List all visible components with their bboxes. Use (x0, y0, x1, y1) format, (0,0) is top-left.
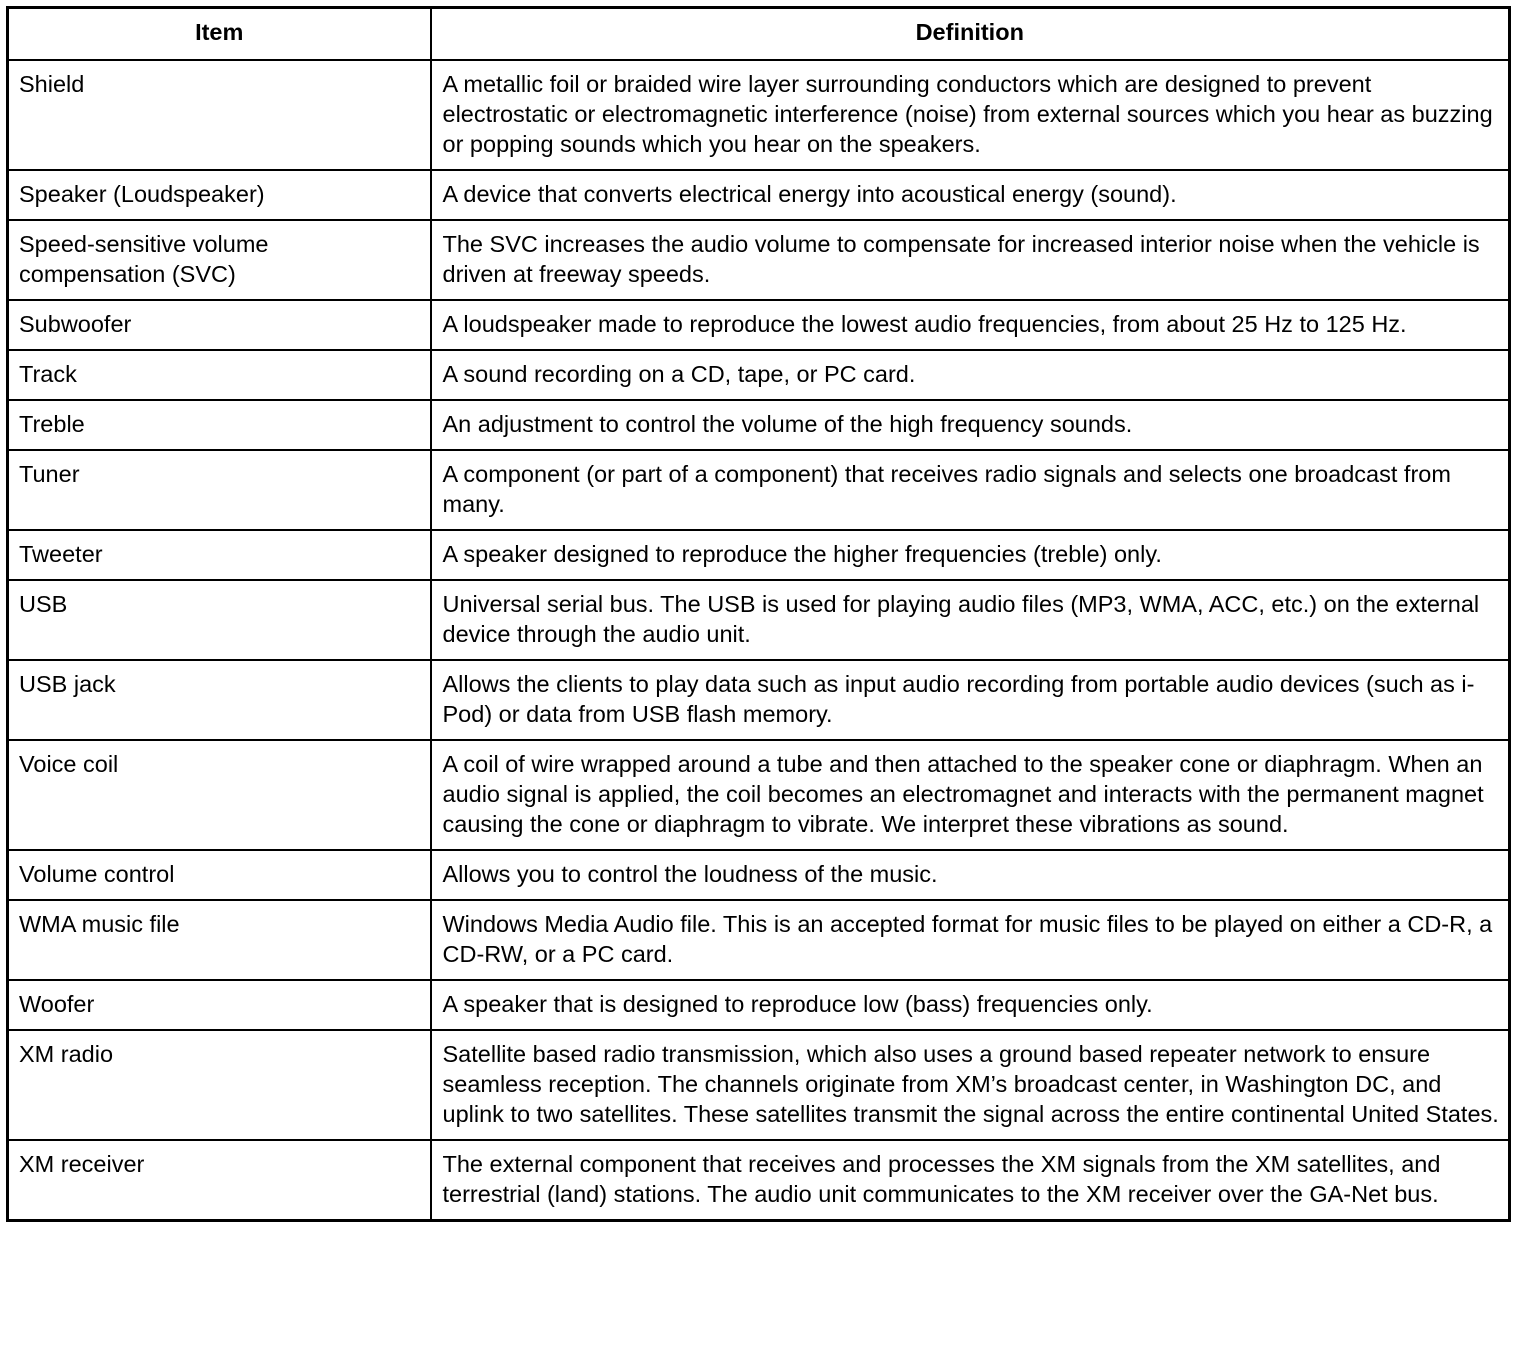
definition-cell: A loudspeaker made to reproduce the lowest audio frequencies, from about 25 Hz to 125 Hz. (431, 300, 1510, 350)
table-row (8, 350, 1510, 400)
table-row (8, 980, 1510, 1030)
item-cell: Voice coil (8, 740, 431, 850)
definition-cell: A component (or part of a component) that receives radio signals and selects one broadcast from many. (431, 450, 1510, 530)
definition-cell: A speaker designed to reproduce the higher frequencies (treble) only. (431, 530, 1510, 580)
glossary-table (6, 6, 1511, 1222)
definition-cell: A coil of wire wrapped around a tube and then attached to the speaker cone or diaphragm. When an audio signal is applied, the coil becomes an electromagnet and interacts with the permanent magnet causing the cone or diaphragm to vibrate. We interpret these vibrations as sound. (431, 740, 1510, 850)
item-cell: Woofer (8, 980, 431, 1030)
definition-cell: The external component that receives and processes the XM signals from the XM satellites, and terrestrial (land) stations. The audio unit communicates to the XM receiver over the GA-Net bus. (431, 1140, 1510, 1221)
definition-cell: A metallic foil or braided wire layer surrounding conductors which are designed to prevent electrostatic or electromagnetic interference (noise) from external sources which you hear as buzzing or popping sounds which you hear on the speakers. (431, 60, 1510, 170)
item-cell: WMA music file (8, 900, 431, 980)
table-row (8, 300, 1510, 350)
definition-cell: A speaker that is designed to reproduce low (bass) frequencies only. (431, 980, 1510, 1030)
item-cell: Subwoofer (8, 300, 431, 350)
definition-cell: Universal serial bus. The USB is used for playing audio files (MP3, WMA, ACC, etc.) on the external device through the audio unit. (431, 580, 1510, 660)
table-header-row (8, 8, 1510, 61)
definition-cell: The SVC increases the audio volume to compensate for increased interior noise when the vehicle is driven at freeway speeds. (431, 220, 1510, 300)
table-row (8, 530, 1510, 580)
item-cell: Volume control (8, 850, 431, 900)
table-row (8, 850, 1510, 900)
table-row (8, 1140, 1510, 1221)
item-cell: Track (8, 350, 431, 400)
item-cell: XM receiver (8, 1140, 431, 1221)
item-cell: USB (8, 580, 431, 660)
item-cell: Speed-sensitive volume compensation (SVC) (8, 220, 431, 300)
table-row (8, 580, 1510, 660)
table-row (8, 170, 1510, 220)
table-row (8, 450, 1510, 530)
column-header-definition: Definition (431, 8, 1510, 61)
table-row (8, 60, 1510, 170)
table-row (8, 900, 1510, 980)
definition-cell: Allows the clients to play data such as input audio recording from portable audio devices (such as i-Pod) or data from USB flash memory. (431, 660, 1510, 740)
definition-cell: A sound recording on a CD, tape, or PC card. (431, 350, 1510, 400)
definition-cell: Allows you to control the loudness of the music. (431, 850, 1510, 900)
item-cell: XM radio (8, 1030, 431, 1140)
definition-cell: A device that converts electrical energy into acoustical energy (sound). (431, 170, 1510, 220)
table-row (8, 220, 1510, 300)
table-row (8, 1030, 1510, 1140)
item-cell: USB jack (8, 660, 431, 740)
item-cell: Tuner (8, 450, 431, 530)
definition-cell: Satellite based radio transmission, which also uses a ground based repeater network to ensure seamless reception. The channels originate from XM’s broadcast center, in Washington DC, and uplink to two satellites. These satellites transmit the signal across the entire continental United States. (431, 1030, 1510, 1140)
definition-cell: An adjustment to control the volume of the high frequency sounds. (431, 400, 1510, 450)
item-cell: Shield (8, 60, 431, 170)
item-cell: Speaker (Loudspeaker) (8, 170, 431, 220)
table-row (8, 660, 1510, 740)
definition-cell: Windows Media Audio file. This is an accepted format for music files to be played on either a CD-R, a CD-RW, or a PC card. (431, 900, 1510, 980)
item-cell: Treble (8, 400, 431, 450)
table-row (8, 400, 1510, 450)
table-row (8, 740, 1510, 850)
item-cell: Tweeter (8, 530, 431, 580)
column-header-item: Item (8, 8, 431, 61)
